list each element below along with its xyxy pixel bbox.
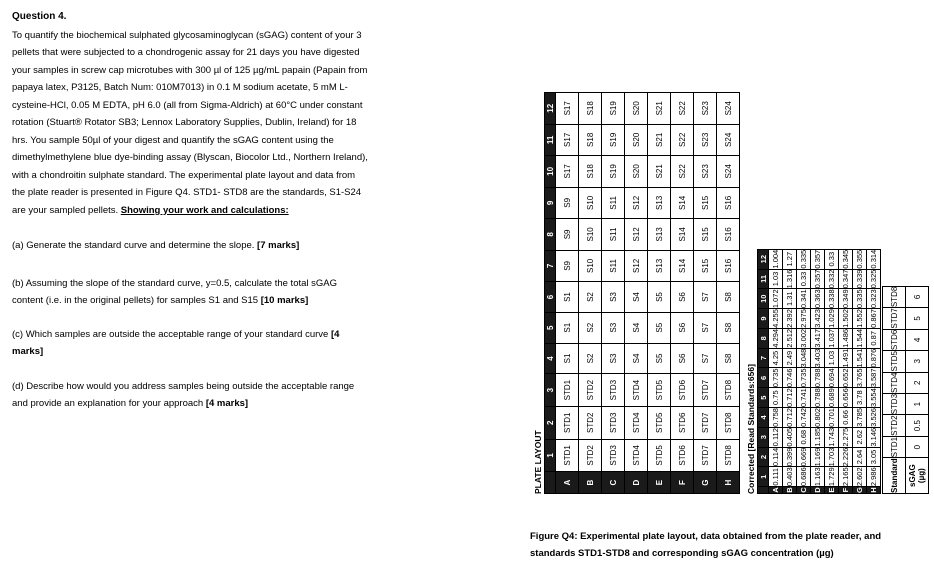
- table-cell: 0.741: [797, 388, 811, 408]
- table-cell: S2: [579, 343, 602, 374]
- column-header: 2: [758, 447, 769, 467]
- table-cell: 0.652: [839, 368, 853, 388]
- corrected-title: Corrected [Read Standards:656]: [746, 364, 756, 494]
- part-a: (a) Generate the standard curve and determine the slope. [7 marks]: [12, 240, 300, 251]
- table-cell: 0.325: [867, 269, 881, 289]
- row-label: A: [556, 472, 579, 494]
- column-header: 8: [545, 219, 556, 251]
- table-cell: 0.347: [839, 269, 853, 289]
- row-label: E: [825, 487, 839, 494]
- table-cell: STD3: [602, 374, 625, 407]
- table-cell: 0.746: [783, 368, 797, 388]
- table-cell: 2.62: [853, 427, 867, 447]
- table-cell: 1.004: [769, 249, 783, 269]
- table-cell: S24: [717, 156, 740, 188]
- row-label: D: [811, 487, 825, 494]
- table-cell: STD6: [671, 374, 694, 407]
- table-cell: 1.029: [825, 309, 839, 329]
- table-cell: 1.31: [783, 289, 797, 309]
- table-cell: S6: [671, 343, 694, 374]
- table-cell: S8: [717, 282, 740, 313]
- table-cell: 0.712: [783, 388, 797, 408]
- table-cell: 0.323: [867, 289, 881, 309]
- table-cell: S12: [625, 219, 648, 251]
- table-cell: 0.357: [811, 249, 825, 269]
- corrected-table: [757, 249, 881, 494]
- column-header: 10: [758, 289, 769, 309]
- standard-value: 1: [906, 393, 929, 414]
- table-cell: S11: [602, 250, 625, 282]
- table-cell: S7: [694, 343, 717, 374]
- table-cell: S11: [602, 187, 625, 219]
- table-cell: S22: [671, 93, 694, 125]
- column-header: 12: [758, 249, 769, 269]
- table-cell: S21: [648, 93, 671, 125]
- part-b: (b) Assuming the slope of the standard curve, y=0.5, calculate the total sGAG content (i.e. in the original pellets) for samples S1 and S15 [10 marks]: [12, 277, 338, 306]
- table-cell: 0.345: [839, 249, 853, 269]
- caption-line-1: Figure Q4: Experimental plate layout, data obtained from the plate reader, and: [530, 531, 882, 542]
- table-cell: 0.876: [867, 348, 881, 368]
- table-cell: S4: [625, 312, 648, 343]
- row-label: B: [579, 472, 602, 494]
- standard-name: STD6: [883, 329, 906, 350]
- column-header: 6: [545, 282, 556, 313]
- table-cell: 1.185: [811, 427, 825, 447]
- table-cell: S19: [602, 124, 625, 156]
- table-cell: STD2: [579, 406, 602, 439]
- table-cell: S24: [717, 93, 740, 125]
- table-cell: 2.975: [797, 309, 811, 329]
- table-row: [797, 249, 811, 493]
- table-cell: 1.541: [853, 348, 867, 368]
- table-cell: 1.703: [825, 447, 839, 467]
- table-cell: 0.357: [811, 269, 825, 289]
- table-cell: 1.743: [825, 427, 839, 447]
- column-header: 3: [758, 427, 769, 447]
- table-cell: 0.656: [839, 388, 853, 408]
- table-cell: 3.587: [867, 368, 881, 388]
- standard-value: 0.5: [906, 415, 929, 436]
- standard-name: STD2: [883, 415, 906, 436]
- column-header: 1: [758, 467, 769, 487]
- table-cell: 3.526: [867, 408, 881, 428]
- table-cell: STD1: [556, 439, 579, 472]
- caption-line-2: standards STD1-STD8 and corresponding sGAG concentration (µg): [530, 548, 834, 559]
- table-cell: 4.255: [769, 309, 783, 329]
- column-header: 2: [545, 406, 556, 439]
- table-cell: 0.335: [797, 249, 811, 269]
- table-cell: 1.491: [839, 348, 853, 368]
- table-cell: 3.765: [853, 368, 867, 388]
- column-header: 7: [758, 348, 769, 368]
- table-row: [602, 93, 625, 494]
- table-cell: 2.602: [853, 467, 867, 487]
- table-cell: STD1: [556, 374, 579, 407]
- table-cell: 0.788: [811, 368, 825, 388]
- table-cell: STD8: [717, 439, 740, 472]
- intro-emphasis: Showing your work and calculations:: [120, 204, 289, 216]
- row-label: C: [602, 472, 625, 494]
- table-cell: 1.03: [825, 348, 839, 368]
- column-header: 12: [545, 93, 556, 125]
- table-cell: 3.417: [811, 328, 825, 348]
- table-cell: S15: [694, 250, 717, 282]
- table-cell: STD4: [625, 439, 648, 472]
- table-cell: 3.048: [797, 348, 811, 368]
- table-row: [769, 249, 783, 493]
- corrected-data: [745, 249, 881, 494]
- table-cell: 2.226: [839, 447, 853, 467]
- table-row: [648, 93, 671, 494]
- table-cell: STD5: [648, 406, 671, 439]
- table-cell: S6: [671, 282, 694, 313]
- table-cell: 0.66: [839, 408, 853, 428]
- table-cell: 2.392: [783, 309, 797, 329]
- table-cell: S16: [717, 250, 740, 282]
- table-cell: 0.332: [825, 269, 839, 289]
- table-cell: STD5: [648, 374, 671, 407]
- standards: [882, 286, 929, 494]
- intro-line: dimethylmethylene blue dye-binding assay (Blyscan, Biocolor Ltd., Northern Ireland),: [12, 152, 368, 163]
- row-label: H: [717, 472, 740, 494]
- column-header: 7: [545, 250, 556, 282]
- table-cell: S23: [694, 93, 717, 125]
- table-cell: 0.355: [853, 249, 867, 269]
- table-cell: 1.544: [853, 328, 867, 348]
- question-title: Question 4.: [12, 11, 67, 22]
- table-cell: 1.316: [783, 269, 797, 289]
- table-cell: S1: [556, 343, 579, 374]
- table-cell: S15: [694, 187, 717, 219]
- table-cell: 1.27: [783, 249, 797, 269]
- standard-name: STD5: [883, 351, 906, 372]
- table-cell: S2: [579, 312, 602, 343]
- table-cell: 0.742: [797, 408, 811, 428]
- table-cell: 3.146: [867, 427, 881, 447]
- table-cell: 2.275: [839, 427, 853, 447]
- table-cell: S14: [671, 250, 694, 282]
- table-cell: S23: [694, 124, 717, 156]
- table-cell: S17: [556, 156, 579, 188]
- table-cell: S13: [648, 219, 671, 251]
- table-cell: 3.403: [811, 348, 825, 368]
- table-cell: STD8: [717, 406, 740, 439]
- row-label: H: [867, 487, 881, 494]
- table-cell: 1.502: [839, 309, 853, 329]
- table-row: [671, 93, 694, 494]
- table-cell: S21: [648, 124, 671, 156]
- table-cell: S10: [579, 187, 602, 219]
- column-header: 4: [758, 408, 769, 428]
- table-cell: 0.111: [769, 467, 783, 487]
- table-cell: 2.64: [853, 447, 867, 467]
- table-cell: S12: [625, 250, 648, 282]
- row-label: C: [797, 487, 811, 494]
- table-cell: STD2: [579, 439, 602, 472]
- table-cell: 0.788: [811, 388, 825, 408]
- table-cell: 1.552: [853, 309, 867, 329]
- intro-line: papaya latex, P3125, Batch Num: 010M7013) in 0.1 M sodium acetate, 5 mM L-: [12, 82, 348, 93]
- corner-cell: [758, 487, 769, 494]
- plate-layout: [532, 92, 740, 494]
- column-header: 9: [758, 309, 769, 329]
- table-cell: STD2: [579, 374, 602, 407]
- table-cell: S20: [625, 93, 648, 125]
- table-cell: 1.163: [811, 467, 825, 487]
- table-cell: 0.712: [783, 408, 797, 428]
- table-cell: 0.341: [797, 289, 811, 309]
- table-cell: STD4: [625, 406, 648, 439]
- table-cell: 1.486: [839, 328, 853, 348]
- standards-table: [882, 286, 929, 494]
- table-cell: 3.785: [853, 408, 867, 428]
- row-label: E: [648, 472, 671, 494]
- table-row: [867, 249, 881, 493]
- table-cell: S13: [648, 187, 671, 219]
- table-cell: S17: [556, 124, 579, 156]
- table-cell: S9: [556, 250, 579, 282]
- column-header: 4: [545, 343, 556, 374]
- table-cell: S24: [717, 124, 740, 156]
- intro-line: your samples in screw cap microtubes with 300 µl of 125 µg/mL papain (Papain from: [12, 64, 368, 76]
- intro-line: cysteine-HCl, 0.05 M EDTA, pH 6.0 (all from Sigma-Aldrich) at 60°C under constant: [12, 99, 363, 111]
- table-cell: S16: [717, 187, 740, 219]
- plate-layout-title: PLATE LAYOUT: [533, 430, 543, 494]
- table-row: [811, 249, 825, 493]
- table-cell: S22: [671, 124, 694, 156]
- table-cell: STD4: [625, 374, 648, 407]
- row-label: G: [853, 487, 867, 494]
- table-cell: 0.33: [797, 269, 811, 289]
- table-cell: 1.169: [811, 447, 825, 467]
- part-c: (c) Which samples are outside the acceptable range of your standard curve [4 marks]: [12, 328, 340, 357]
- table-cell: STD6: [671, 406, 694, 439]
- intro-line: To quantify the biochemical sulphated glycosaminoglycan (sGAG) content of your 3: [12, 29, 362, 41]
- table-cell: 0.363: [811, 289, 825, 309]
- table-cell: S5: [648, 312, 671, 343]
- table-cell: 3.423: [811, 309, 825, 329]
- intro-line: with a chondroitin sulphate standard. The experimental plate layout and data from: [12, 169, 356, 181]
- standard-value: 2: [906, 372, 929, 393]
- row-label: B: [783, 487, 797, 494]
- table-cell: STD6: [671, 439, 694, 472]
- table-row: [839, 249, 853, 493]
- table-cell: S5: [648, 282, 671, 313]
- table-cell: 1.729: [825, 467, 839, 487]
- table-cell: S4: [625, 343, 648, 374]
- table-cell: S1: [556, 282, 579, 313]
- column-header: 1: [545, 439, 556, 472]
- table-cell: STD7: [694, 406, 717, 439]
- column-header: 10: [545, 156, 556, 188]
- standard-name: STD3: [883, 393, 906, 414]
- table-cell: STD3: [602, 439, 625, 472]
- column-header: 5: [545, 312, 556, 343]
- table-cell: S3: [602, 343, 625, 374]
- column-header: 11: [545, 124, 556, 156]
- intro-last: are your sampled pellets.: [12, 204, 119, 216]
- table-cell: 0.112: [769, 427, 783, 447]
- table-cell: 0.339: [853, 269, 867, 289]
- table-cell: S22: [671, 156, 694, 188]
- table-cell: 0.33: [825, 249, 839, 269]
- column-header: 3: [545, 374, 556, 407]
- table-cell: S18: [579, 93, 602, 125]
- table-cell: 1.072: [769, 289, 783, 309]
- table-cell: STD7: [694, 439, 717, 472]
- table-cell: 0.87: [867, 328, 881, 348]
- table-cell: 0.75: [769, 388, 783, 408]
- standard-value: 4: [906, 329, 929, 350]
- standard-header: Standard: [883, 458, 906, 494]
- table-cell: S7: [694, 312, 717, 343]
- table-cell: S6: [671, 312, 694, 343]
- table-cell: S3: [602, 312, 625, 343]
- table-cell: 3.002: [797, 328, 811, 348]
- intro-line: the plate reader is presented in Figure Q4. STD1- STD8 are the standards, S1-S24: [12, 187, 362, 198]
- table-cell: 1.03: [769, 269, 783, 289]
- table-cell: 0.686: [797, 467, 811, 487]
- standard-name: STD8: [883, 286, 906, 307]
- table-cell: S4: [625, 282, 648, 313]
- table-cell: STD1: [556, 406, 579, 439]
- table-row: [825, 249, 839, 493]
- standard-value: 0: [906, 436, 929, 457]
- table-cell: 0.114: [769, 447, 783, 467]
- table-cell: 0.68: [797, 427, 811, 447]
- table-row: [694, 93, 717, 494]
- table-cell: STD5: [648, 439, 671, 472]
- table-cell: S8: [717, 343, 740, 374]
- table-cell: S9: [556, 187, 579, 219]
- table-cell: 0.735: [797, 368, 811, 388]
- table-cell: 2.512: [783, 328, 797, 348]
- table-cell: S20: [625, 156, 648, 188]
- row-label: F: [671, 472, 694, 494]
- plate-layout-table: [544, 92, 740, 494]
- table-cell: S2: [579, 282, 602, 313]
- table-cell: 3.05: [867, 447, 881, 467]
- table-cell: S8: [717, 312, 740, 343]
- intro-line: pellets that were subjected to a chondrogenic assay for 21 days you have digested: [12, 47, 360, 58]
- table-cell: S11: [602, 219, 625, 251]
- row-label: G: [694, 472, 717, 494]
- table-cell: 0.701: [825, 408, 839, 428]
- table-cell: S10: [579, 219, 602, 251]
- table-cell: 0.802: [811, 408, 825, 428]
- table-cell: STD7: [694, 374, 717, 407]
- corner-cell: [545, 472, 556, 494]
- intro-line: hrs. You sample 50µl of your digest and quantify the sGAG content using the: [12, 134, 334, 146]
- table-cell: S3: [602, 282, 625, 313]
- table-cell: S15: [694, 219, 717, 251]
- standard-value: 6: [906, 286, 929, 307]
- question-intro: [12, 27, 412, 202]
- table-cell: S5: [648, 343, 671, 374]
- column-header: 11: [758, 269, 769, 289]
- table-cell: STD3: [602, 406, 625, 439]
- table-cell: 2.986: [867, 467, 881, 487]
- table-cell: S1: [556, 312, 579, 343]
- sgag-header: sGAG (µg): [906, 458, 929, 494]
- part-d: (d) Describe how would you address samples being outside the acceptable range and provide an explanation for your approach [4 marks]: [12, 380, 355, 409]
- row-label: A: [769, 487, 783, 494]
- table-cell: S7: [694, 282, 717, 313]
- column-header: 8: [758, 328, 769, 348]
- table-cell: 2.49: [783, 348, 797, 368]
- table-cell: S14: [671, 187, 694, 219]
- table-cell: STD8: [717, 374, 740, 407]
- table-row: [579, 93, 602, 494]
- table-row: [556, 93, 579, 494]
- table-cell: S17: [556, 93, 579, 125]
- table-cell: S9: [556, 219, 579, 251]
- table-cell: 1.037: [825, 328, 839, 348]
- table-cell: 3.554: [867, 388, 881, 408]
- table-cell: S18: [579, 124, 602, 156]
- table-cell: 0.758: [769, 408, 783, 428]
- table-cell: 0.403: [783, 467, 797, 487]
- table-cell: S16: [717, 219, 740, 251]
- table-cell: S14: [671, 219, 694, 251]
- standard-name: STD7: [883, 308, 906, 329]
- table-row: [783, 249, 797, 493]
- table-row: [853, 249, 867, 493]
- column-header: 5: [758, 388, 769, 408]
- row-label: D: [625, 472, 648, 494]
- table-cell: 0.669: [797, 447, 811, 467]
- question-text: [12, 8, 412, 413]
- table-cell: 4.294: [769, 328, 783, 348]
- table-cell: 0.399: [783, 447, 797, 467]
- figure-caption: [530, 528, 930, 562]
- standard-name: STD1: [883, 436, 906, 457]
- column-header: 6: [758, 368, 769, 388]
- table-cell: 0.349: [839, 289, 853, 309]
- intro-line: rotation (Stuart® Rotator SB3; Lennox Laboratory Supplies, Dublin, Ireland) for 18: [12, 117, 357, 128]
- table-cell: 0.867: [867, 309, 881, 329]
- table-cell: 0.405: [783, 427, 797, 447]
- table-cell: S13: [648, 250, 671, 282]
- table-cell: S20: [625, 124, 648, 156]
- table-cell: 0.694: [825, 368, 839, 388]
- table-cell: S19: [602, 93, 625, 125]
- table-cell: 0.314: [867, 249, 881, 269]
- table-cell: 4.25: [769, 348, 783, 368]
- table-row: [625, 93, 648, 494]
- table-cell: S23: [694, 156, 717, 188]
- standard-value: 3: [906, 351, 929, 372]
- table-cell: S21: [648, 156, 671, 188]
- table-cell: 0.689: [825, 388, 839, 408]
- table-cell: S19: [602, 156, 625, 188]
- table-cell: 0.338: [825, 289, 839, 309]
- table-cell: 2.165: [839, 467, 853, 487]
- standard-name: STD4: [883, 372, 906, 393]
- standard-value: 5: [906, 308, 929, 329]
- table-cell: 0.735: [769, 368, 783, 388]
- table-cell: S18: [579, 156, 602, 188]
- table-cell: S10: [579, 250, 602, 282]
- table-cell: S12: [625, 187, 648, 219]
- row-label: F: [839, 487, 853, 494]
- column-header: 9: [545, 187, 556, 219]
- table-cell: 3.78: [853, 388, 867, 408]
- table-cell: 0.335: [853, 289, 867, 309]
- table-row: [717, 93, 740, 494]
